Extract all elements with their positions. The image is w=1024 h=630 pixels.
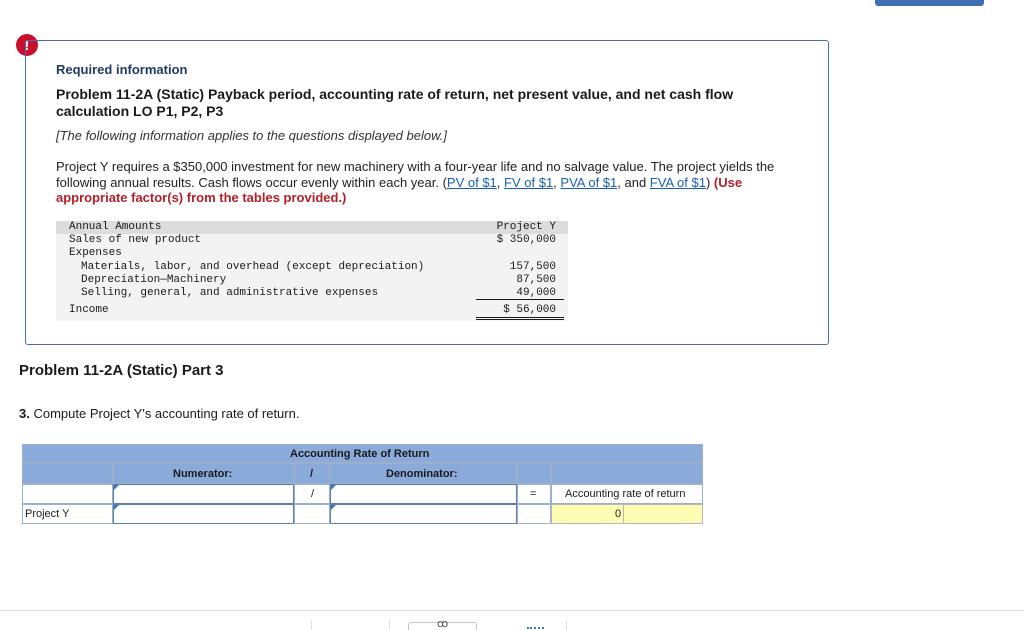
depreciation-label: Depreciation—Machinery (81, 274, 227, 286)
link-icon: ꝏ (437, 618, 449, 630)
equals-header-cell (517, 463, 551, 484)
materials-label: Materials, labor, and overhead (except depreciation) (81, 261, 425, 273)
question-number: 3. (19, 406, 30, 421)
description-text: Project Y requires a $350,000 investment for new machinery with a four-year life and no salvage value. The project yields the following annual results. Cash flows occur evenly within each year. ( (56, 159, 775, 190)
footer-tick (311, 620, 312, 630)
annual-amounts-table (56, 221, 568, 321)
footer-tick (566, 620, 567, 630)
project-y-row-label: Project Y (25, 508, 70, 520)
fv-of-1-link[interactable]: FV of $1 (504, 174, 554, 190)
problem-description: Project Y requires a $350,000 investment for new machinery with a four-year life and no salvage value. The project yields the following annual results. Cash flows occur evenly within each year. (PV of $1, FV of $1, PVA of $1, and FVA of $1) (Use appropriate factor(s) from the tables provided.) (56, 159, 775, 205)
divide-header: / (310, 468, 314, 480)
row1-label-cell (22, 484, 113, 504)
question-text: Compute Project Y's accounting rate of return. (33, 406, 300, 421)
problem-title: Problem 11-2A (Static) Payback period, accounting rate of return, net present value, and net cash flow calculation LO P1, P2, P3 (56, 86, 734, 119)
row2-divide-cell (294, 504, 330, 524)
pva-of-1-link[interactable]: PVA of $1 (560, 174, 618, 190)
footer-dots-icon (527, 627, 544, 629)
footer-tick (389, 620, 390, 630)
numerator-header: Numerator: (173, 468, 233, 480)
part-title: Problem 11-2A (Static) Part 3 (19, 362, 224, 379)
factor-instruction: (Use appropriate factor(s) from the tables provided.) (56, 174, 743, 205)
row1-equals: = (530, 488, 537, 500)
materials-value: 157,500 (509, 261, 556, 273)
denominator-label-input[interactable] (330, 484, 517, 504)
project-y-column-header: Project Y (496, 221, 556, 233)
denominator-header: Denominator: (386, 468, 458, 480)
numerator-label-input[interactable] (113, 484, 294, 504)
selling-label: Selling, general, and administrative expenses (81, 287, 379, 299)
result-divider (623, 504, 624, 524)
pv-of-1-link[interactable]: PV of $1 (446, 174, 497, 190)
question (19, 406, 299, 421)
income-label: Income (69, 304, 109, 316)
applies-note: [The following information applies to the questions displayed below.] (56, 128, 447, 143)
annual-amounts-header: Annual Amounts (69, 221, 162, 233)
denominator-value-input[interactable] (330, 504, 517, 524)
depreciation-value: 87,500 (516, 274, 556, 286)
sales-label: Sales of new product (69, 234, 202, 246)
accounting-rate-table (22, 444, 703, 524)
accounting-rate-result (551, 504, 703, 524)
header-blank-cell (22, 463, 113, 484)
row1-divide: / (311, 488, 315, 500)
sales-value: $ 350,000 (496, 234, 556, 246)
result-label: Accounting rate of return (565, 488, 686, 500)
alert-icon: ! (16, 34, 38, 56)
calc-title: Accounting Rate of Return (290, 448, 430, 460)
top-accent-bar (875, 0, 984, 6)
income-value: $ 56,000 (476, 304, 564, 320)
numerator-value-input[interactable] (113, 504, 294, 524)
row2-equals-cell (517, 504, 551, 524)
footer-divider (0, 610, 1024, 611)
required-information-heading: Required information (56, 62, 188, 77)
expenses-label: Expenses (69, 247, 122, 259)
selling-value: 49,000 (476, 287, 564, 300)
result-value: 0 (615, 508, 622, 520)
result-header-cell (551, 463, 703, 484)
fva-of-1-link[interactable]: FVA of $1 (649, 174, 706, 190)
